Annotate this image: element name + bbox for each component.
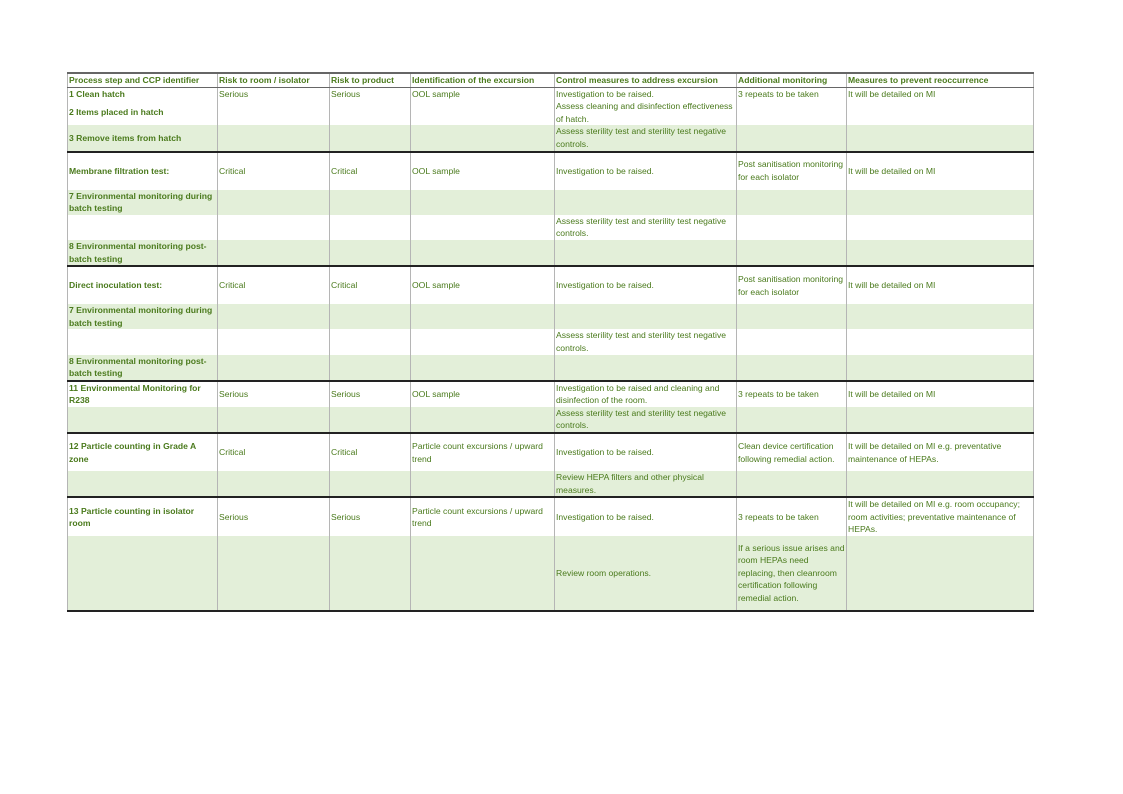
table-cell: Post sanitisation monitoring for each isolator <box>737 152 847 190</box>
table-cell: Investigation to be raised. <box>555 266 737 304</box>
table-cell <box>411 407 555 433</box>
table-cell: Review HEPA filters and other physical measures. <box>555 471 737 497</box>
process-step-cell <box>68 471 218 497</box>
table-cell: Assess sterility test and sterility test negative controls. <box>555 215 737 240</box>
table-cell <box>737 329 847 354</box>
table-cell: It will be detailed on MI <box>847 381 1034 407</box>
table-row <box>68 266 1034 304</box>
table-cell <box>737 240 847 266</box>
process-step-cell: 7 Environmental monitoring during batch testing <box>68 190 218 215</box>
table-cell: Serious <box>218 497 330 536</box>
table-cell: It will be detailed on MI e.g. preventative maintenance of HEPAs. <box>847 433 1034 471</box>
table-cell: It will be detailed on MI <box>847 87 1034 100</box>
table-cell: Investigation to be raised. <box>555 152 737 190</box>
process-step-cell: 13 Particle counting in isolator room <box>68 497 218 536</box>
process-step-cell: Direct inoculation test: <box>68 266 218 304</box>
table-cell <box>218 304 330 329</box>
table-row <box>68 471 1034 497</box>
table-cell <box>411 471 555 497</box>
table-cell: Assess sterility test and sterility test negative controls. <box>555 125 737 151</box>
table-cell: Serious <box>218 381 330 407</box>
process-step-cell <box>68 215 218 240</box>
table-cell <box>411 190 555 215</box>
table-cell: Critical <box>218 433 330 471</box>
table-cell <box>847 407 1034 433</box>
table-cell: Serious <box>330 381 411 407</box>
table-cell: Critical <box>218 266 330 304</box>
table-cell <box>737 125 847 151</box>
table-cell: Investigation to be raised. <box>555 87 737 100</box>
table-row <box>68 215 1034 240</box>
process-step-cell: 3 Remove items from hatch <box>68 125 218 151</box>
column-header: Process step and CCP identifier <box>68 73 218 87</box>
table-cell <box>218 215 330 240</box>
table-row <box>68 355 1034 381</box>
table-cell <box>847 125 1034 151</box>
ccp-excursion-table <box>67 72 1034 612</box>
table-cell: Critical <box>330 266 411 304</box>
table-row <box>68 329 1034 354</box>
table-cell: OOL sample <box>411 266 555 304</box>
table-cell <box>411 536 555 611</box>
table-cell <box>411 240 555 266</box>
table-cell <box>555 355 737 381</box>
table-row <box>68 152 1034 190</box>
column-header: Measures to prevent reoccurrence <box>847 73 1034 87</box>
table-cell <box>411 125 555 151</box>
table-cell: Assess cleaning and disinfection effectiveness of hatch. <box>555 100 737 125</box>
column-header: Risk to room / isolator <box>218 73 330 87</box>
table-row <box>68 190 1034 215</box>
process-step-cell <box>68 536 218 611</box>
column-header: Control measures to address excursion <box>555 73 737 87</box>
table-cell <box>847 215 1034 240</box>
table-cell: Serious <box>218 87 330 100</box>
table-cell <box>847 190 1034 215</box>
table-cell <box>737 471 847 497</box>
table-cell <box>218 471 330 497</box>
table-row <box>68 536 1034 611</box>
table-row <box>68 407 1034 433</box>
table-cell: It will be detailed on MI e.g. room occupancy; room activities; preventative maintenance of HEPAs. <box>847 497 1034 536</box>
table-cell <box>330 329 411 354</box>
process-step-cell: 8 Environmental monitoring post-batch testing <box>68 240 218 266</box>
table-cell <box>555 190 737 215</box>
table-cell: OOL sample <box>411 87 555 100</box>
table-cell: Assess sterility test and sterility test negative controls. <box>555 407 737 433</box>
process-step-cell <box>68 407 218 433</box>
table-cell <box>847 240 1034 266</box>
process-step-cell <box>68 329 218 354</box>
table-row <box>68 240 1034 266</box>
table-cell <box>737 355 847 381</box>
process-step-cell: 11 Environmental Monitoring for R238 <box>68 381 218 407</box>
table-cell <box>411 329 555 354</box>
table-cell <box>330 215 411 240</box>
table-cell <box>411 215 555 240</box>
table-cell <box>847 100 1034 125</box>
table-cell <box>847 471 1034 497</box>
table-cell: Clean device certification following remedial action. <box>737 433 847 471</box>
table-cell <box>218 240 330 266</box>
table-row <box>68 433 1034 471</box>
table-cell: Particle count excursions / upward trend <box>411 497 555 536</box>
table-cell: Investigation to be raised. <box>555 433 737 471</box>
table-cell <box>330 125 411 151</box>
process-step-cell: 12 Particle counting in Grade A zone <box>68 433 218 471</box>
table-cell: Critical <box>330 152 411 190</box>
table-cell: Investigation to be raised and cleaning and disinfection of the room. <box>555 381 737 407</box>
table-cell: Serious <box>330 87 411 100</box>
table-cell <box>330 304 411 329</box>
process-step-cell: 7 Environmental monitoring during batch testing <box>68 304 218 329</box>
table-cell <box>330 407 411 433</box>
process-step-cell: 2 Items placed in hatch <box>68 100 218 125</box>
table-cell <box>330 471 411 497</box>
table-cell <box>847 304 1034 329</box>
process-step-cell: 8 Environmental monitoring post-batch testing <box>68 355 218 381</box>
table-cell <box>555 304 737 329</box>
table-cell <box>847 536 1034 611</box>
table-cell <box>411 100 555 125</box>
column-header: Additional monitoring <box>737 73 847 87</box>
table-cell: Assess sterility test and sterility test negative controls. <box>555 329 737 354</box>
table-cell <box>330 536 411 611</box>
table-cell: If a serious issue arises and room HEPAs need replacing, then cleanroom certification following remedial action. <box>737 536 847 611</box>
table-row <box>68 87 1034 100</box>
table-cell <box>411 355 555 381</box>
table-cell: 3 repeats to be taken <box>737 497 847 536</box>
table-cell <box>218 125 330 151</box>
table-cell <box>330 355 411 381</box>
table-cell: 3 repeats to be taken <box>737 87 847 100</box>
header-row <box>68 73 1034 87</box>
table-cell: OOL sample <box>411 381 555 407</box>
process-step-cell: Membrane filtration test: <box>68 152 218 190</box>
table-cell: It will be detailed on MI <box>847 152 1034 190</box>
table-cell: Serious <box>330 497 411 536</box>
table-cell <box>218 355 330 381</box>
table-cell <box>737 304 847 329</box>
table-cell: OOL sample <box>411 152 555 190</box>
column-header: Risk to product <box>330 73 411 87</box>
column-header: Identification of the excursion <box>411 73 555 87</box>
table-row <box>68 497 1034 536</box>
table-cell: Post sanitisation monitoring for each isolator <box>737 266 847 304</box>
table-cell <box>218 407 330 433</box>
table-row <box>68 381 1034 407</box>
table-row <box>68 125 1034 151</box>
table-cell: Review room operations. <box>555 536 737 611</box>
table-cell <box>218 100 330 125</box>
table-row <box>68 100 1034 125</box>
table-cell <box>737 407 847 433</box>
table-cell: Investigation to be raised. <box>555 497 737 536</box>
table-cell: Particle count excursions / upward trend <box>411 433 555 471</box>
table-cell <box>218 190 330 215</box>
table-row <box>68 304 1034 329</box>
table-cell <box>555 240 737 266</box>
table-cell <box>218 536 330 611</box>
table-cell <box>847 329 1034 354</box>
table-cell: Critical <box>330 433 411 471</box>
table-cell <box>737 215 847 240</box>
table-cell <box>737 190 847 215</box>
table-cell <box>330 100 411 125</box>
table-cell: 3 repeats to be taken <box>737 381 847 407</box>
table-cell <box>330 240 411 266</box>
table-cell: Critical <box>218 152 330 190</box>
table-cell <box>218 329 330 354</box>
table-cell <box>847 355 1034 381</box>
table-cell: It will be detailed on MI <box>847 266 1034 304</box>
process-step-cell: 1 Clean hatch <box>68 87 218 100</box>
table-cell <box>330 190 411 215</box>
table-cell <box>411 304 555 329</box>
table-cell <box>737 100 847 125</box>
